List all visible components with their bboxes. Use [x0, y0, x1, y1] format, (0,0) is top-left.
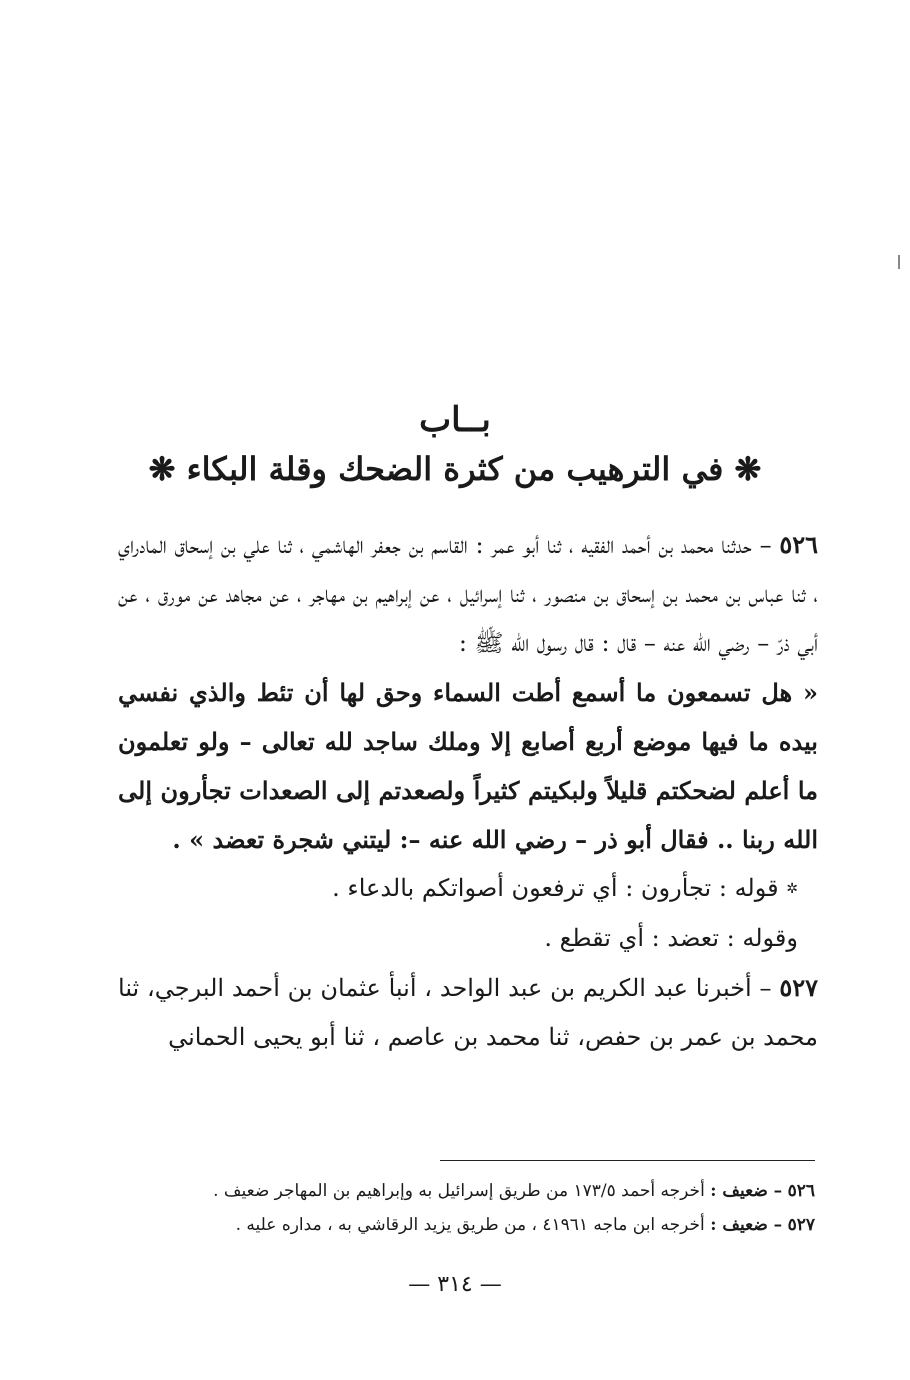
- main-text: [118, 520, 818, 1062]
- hadith-526-gloss-2: وقوله : تعضد : أي تقطع .: [544, 924, 798, 952]
- page-number: — ٣١٤ —: [408, 1272, 502, 1297]
- footnote-527-grade: – ضعيف :: [710, 1215, 783, 1235]
- hadith-527-number: ٥٢٧: [779, 973, 818, 1002]
- footnote-526-number: ٥٢٦: [787, 1181, 815, 1201]
- hadith-527-isnad: – أخبرنا عبد الكريم بن عبد الواحد ، أنبأ عثمان بن أحمد البرجي، ثنا محمد بن عمر بن حفص، ثنا محمد بن عاصم ، ثنا أبو يحيى الحماني: [118, 974, 818, 1051]
- footnote-526-text: أخرجه أحمد ١٧٣/٥ من طريق إسرائيل به وإبراهيم بن المهاجر ضعيف .: [213, 1181, 705, 1201]
- hadith-526-isnad: – حدثنا محمد بن أحمد الفقيه ، ثنا أبو عمر : القاسم بن جعفر الهاشمي ، ثنا علي بن إسحاق المادراي ، ثنا عباس بن محمد بن إسحاق بن منصور ، ثنا إسرائيل ، عن إبراهيم بن مهاجر ، عن مجاهد عن مورق ، عن أبي ذرّ – رضي الله عنه – قال : قال رسول الله ﷺ :: [118, 531, 818, 657]
- footnote-527-text: أخرجه ابن ماجه ٤١٩٦١ ، من طريق يزيد الرقاشي به ، مداره عليه .: [235, 1215, 705, 1235]
- footnote-divider: [440, 1160, 815, 1161]
- hadith-526-isnad-paragraph: [118, 520, 818, 668]
- hadith-526-gloss-1: [118, 864, 798, 914]
- chapter-label: بــاب: [419, 400, 491, 440]
- hadith-527-isnad-paragraph: [118, 963, 818, 1062]
- chapter-title: ❋ في الترهيب من كثرة الضحك وقلة البكاء ❋: [148, 450, 762, 488]
- footnote-526-grade: – ضعيف :: [710, 1181, 783, 1201]
- footnote-526: [60, 1174, 815, 1208]
- asterisk-icon: ✲: [786, 881, 798, 897]
- gloss-1-text: قوله : تجأرون : أي ترفعون أصواتكم بالدعاء .: [332, 874, 779, 902]
- hadith-526-number: ٥٢٦: [779, 530, 818, 559]
- footnotes: [60, 1174, 815, 1242]
- hadith-526-matn: « هل تسمعون ما أسمع أطت السماء وحق لها أن تئط والذي نفسي بيده ما فيها موضع أربع أصابع إلا وملك ساجد لله تعالى – ولو تعلمون ما أعلم لضحكتم قليلاً ولبكيتم كثيراً ولصعدتم إلى الصعدات تجأرون إلى الله ربنا .. فقال أبو ذر – رضي الله عنه –: ليتني شجرة تعضد » .: [118, 678, 818, 854]
- footnote-527-number: ٥٢٧: [787, 1215, 815, 1235]
- footnote-527: [60, 1208, 815, 1242]
- scan-speck: [898, 255, 900, 269]
